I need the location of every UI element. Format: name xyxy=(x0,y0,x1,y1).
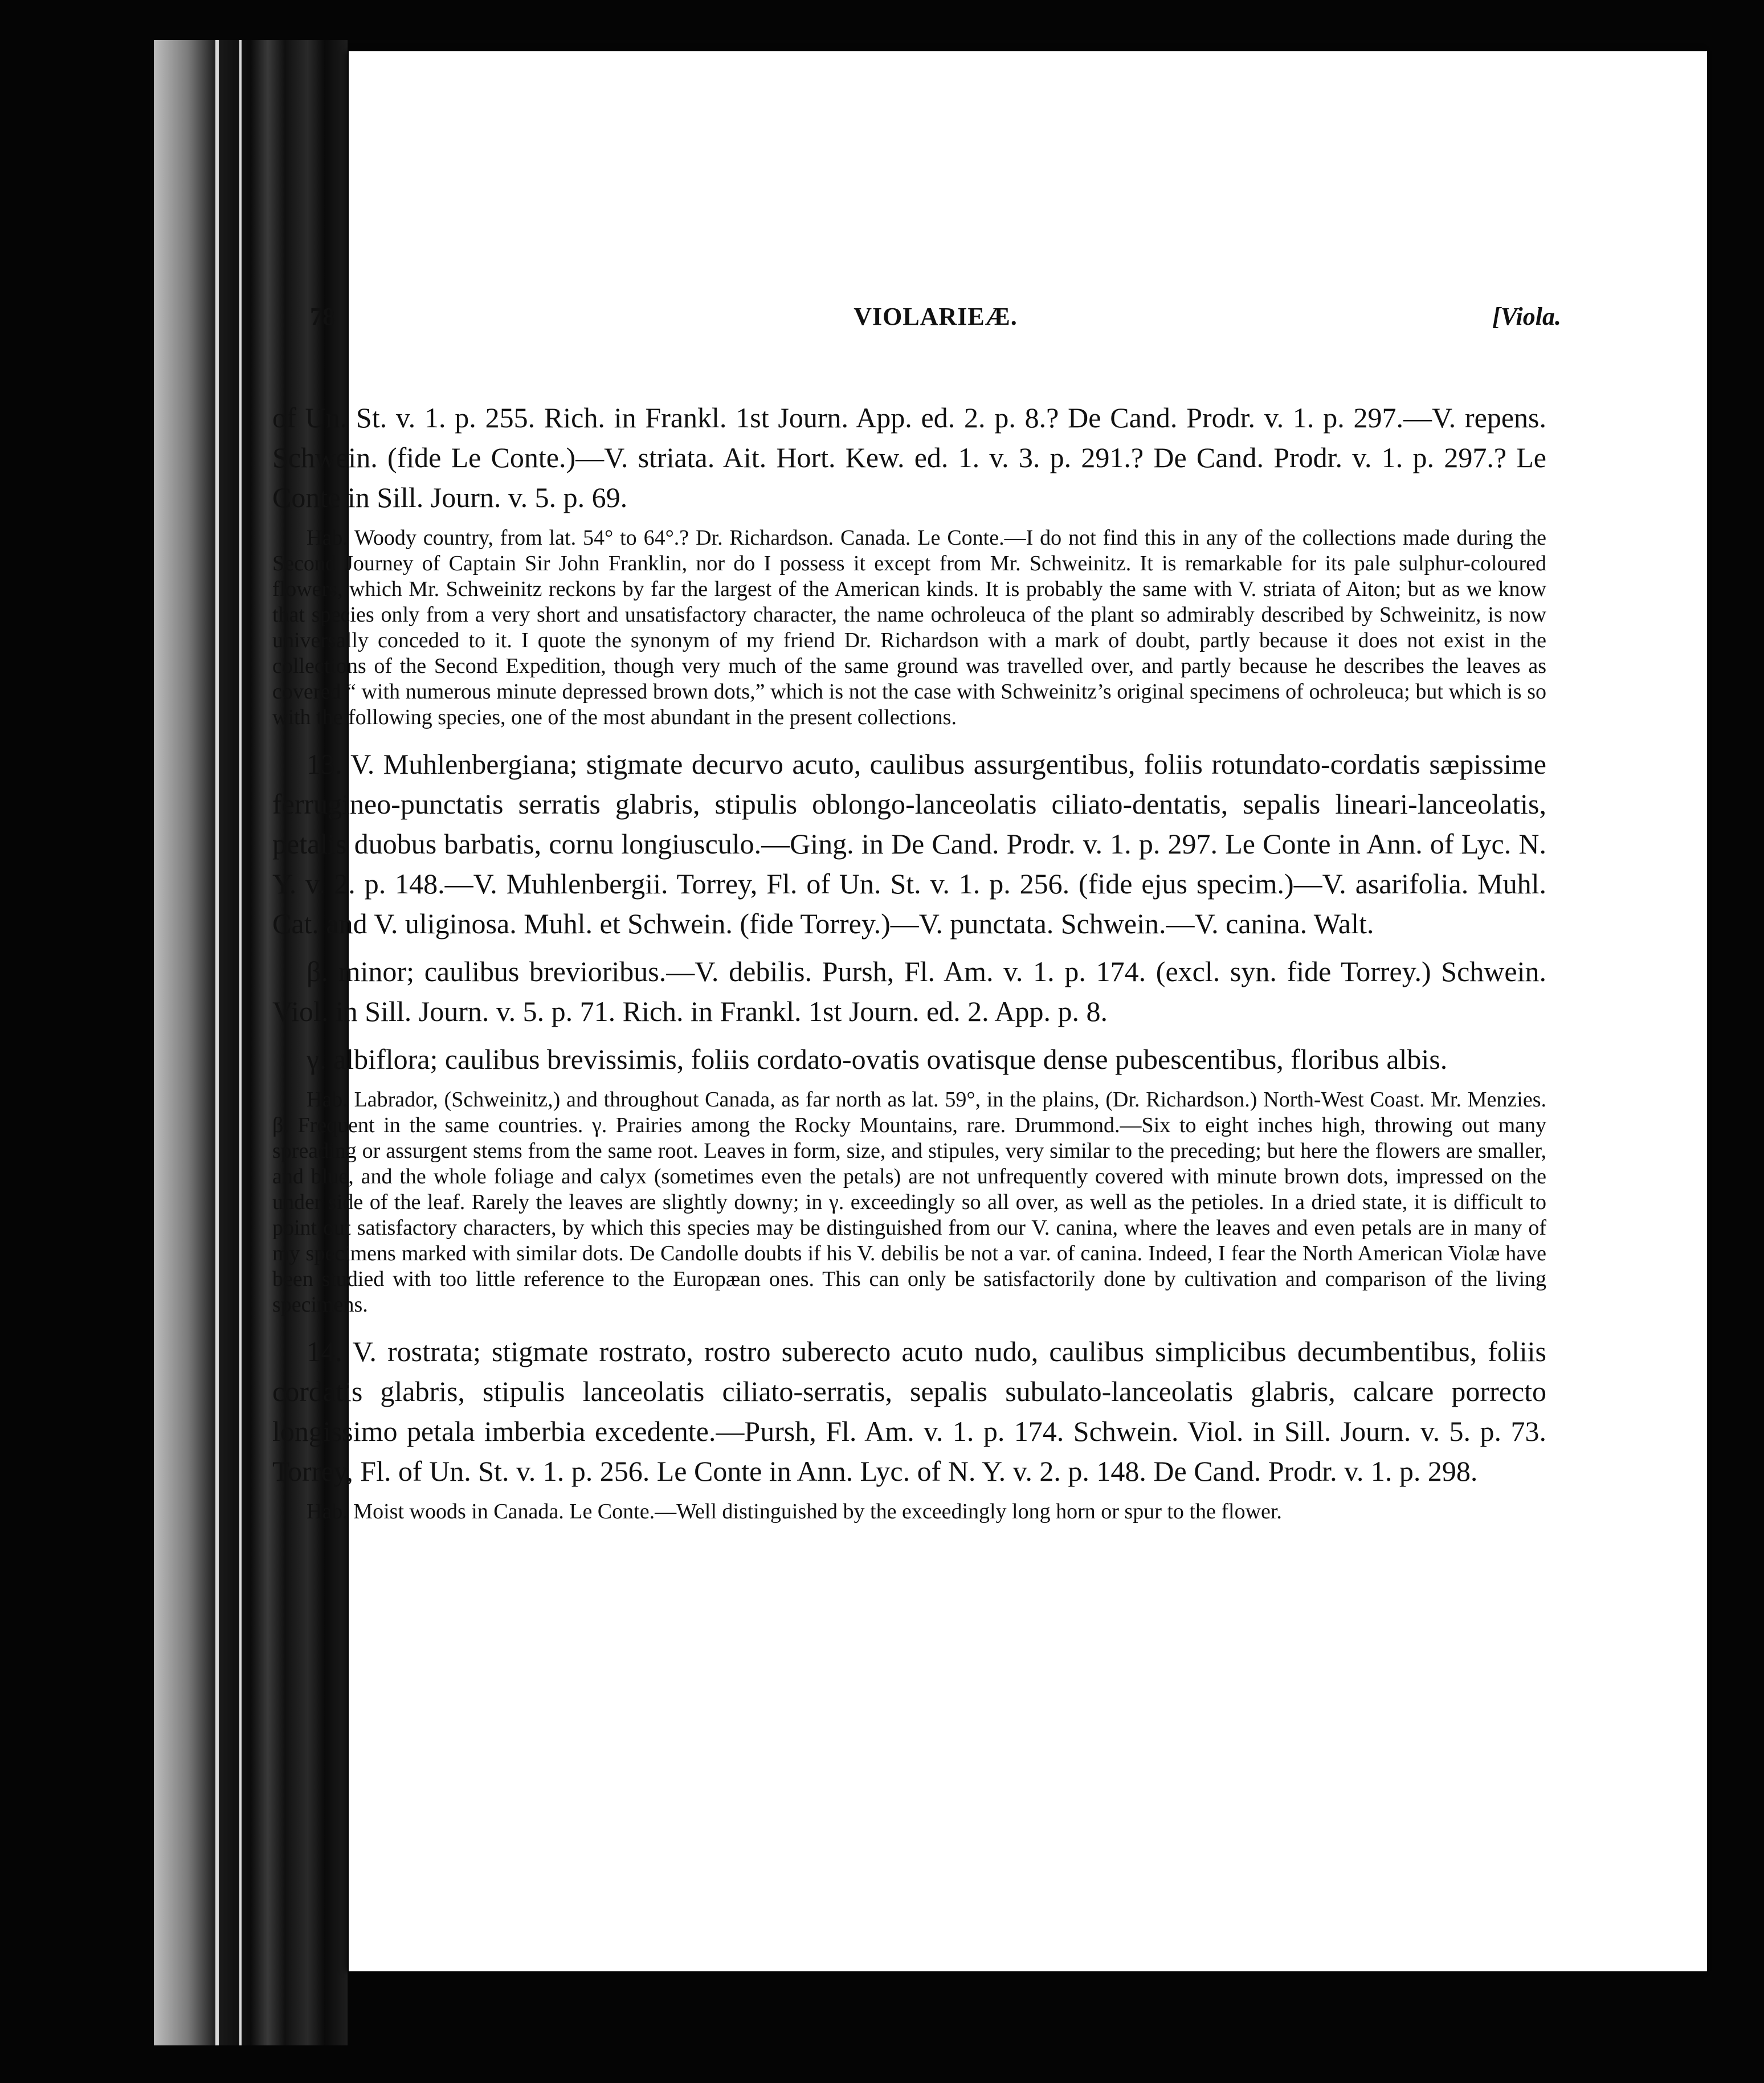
habitat-note: Hab. Labrador, (Schweinitz,) and throughout Canada, as far north as lat. 59°, in the plains, (Dr. Richardson.) North-West Coast. Mr. Menzies. β. Frequent in the same countries. γ. Prairies among the Rocky Mountains, rare. Drummond.—Six to eight inches high, throwing out many spreading or assurgent stems from the same root. Leaves in form, size, and stipules, very similar to the preceding; but here the flowers are smaller, and blue, and the whole foliage and calyx (sometimes even the petals) are not unfrequently covered with minute brown dots, impressed on the under side of the leaf. Rarely the leaves are slightly downy; in γ. exceedingly so all over, as well as the petioles. In a dried state, it is difficult to point out satisfactory characters, by which this species may be distinguished from our V. canina, where the leaves and even petals are in many of my specimens marked with similar dots. De Candolle doubts if his V. debilis be not a var. of canina. Indeed, I fear the North American Violæ have been studied with too little reference to the Europæan ones. This can only be satisfactorily done by cultivation and comparison of the living specimens. xyxy=(272,1088,1546,1317)
genus-heading: [Viola. xyxy=(1492,303,1561,330)
species-entry: 13. V. Muhlenbergiana; stigmate decurvo acuto, caulibus assurgentibus, foliis rotundato-cordatis sæpissime ferrugineo-punctatis serratis glabris, stipulis oblongo-lanceolatis ciliato-dentatis, sepalis lineari-lanceolatis, petalis duobus barbatis, cornu longiusculo.—Ging. in De Cand. Prodr. v. 1. p. 297. Le Conte in Ann. of Lyc. N. Y. v. 2. p. 148.—V. Muhlenbergii. Torrey, Fl. of Un. St. v. 1. p. 256. (fide ejus specim.)—V. asarifolia. Muhl. Cat. and V. uliginosa. Muhl. et Schwein. (fide Torrey.)—V. punctata. Schwein.—V. canina. Walt. xyxy=(272,748,1546,940)
synonymy-continued: of Un. St. v. 1. p. 255. Rich. in Frankl. 1st Journ. App. ed. 2. p. 8.? De Cand. Prodr. v. 1. p. 297.—V. repens. Schwein. (fide Le Conte.)—V. striata. Ait. Hort. Kew. ed. 1. v. 3. p. 291.? De Cand. Prodr. v. 1. p. 297.? Le Conte in Sill. Journ. v. 5. p. 69. xyxy=(272,402,1546,513)
variety-entry: β. minor; caulibus brevioribus.—V. debilis. Pursh, Fl. Am. v. 1. p. 174. (excl. syn. fide Torrey.) Schwein. Viol. in Sill. Journ. v. 5. p. 71. Rich. in Frankl. 1st Journ. ed. 2. App. p. 8. xyxy=(272,955,1546,1027)
running-header xyxy=(310,302,1561,348)
spine-highlight xyxy=(215,40,219,2045)
variety-entry: γ. albiflora; caulibus brevissimis, foliis cordato-ovatis ovatisque dense pubescentibus, floribus albis. xyxy=(307,1043,1448,1075)
habitat-note: Hab. Moist woods in Canada. Le Conte.—Well distinguished by the exceedingly long horn or spur to the flower. xyxy=(307,1500,1282,1524)
page-number: 78 xyxy=(310,303,335,330)
habitat-note: Hab. Woody country, from lat. 54° to 64°.? Dr. Richardson. Canada. Le Conte.—I do not find this in any of the collections made during the Second Journey of Captain Sir John Franklin, nor do I possess it except from Mr. Schweinitz. It is remarkable for its pale sulphur-coloured flowers, which Mr. Schweinitz reckons by far the largest of the American kinds. It is probably the same with V. striata of Aiton; but as we know that species only from a very short and unsatisfactory character, the name ochroleuca of the plant so admirably described by Schweinitz, is now universally conceded to it. I quote the synonym of my friend Dr. Richardson with a mark of doubt, partly because it does not exist in the collections of the Second Expedition, though very much of the same ground was travelled over, and partly because he describes the leaves as covered “ with numerous minute depressed brown dots,” which is not the case with Schweinitz’s original specimens of ochroleuca; but which is so with the following species, one of the most abundant in the present collections. xyxy=(272,526,1546,729)
running-title: VIOLARIEÆ. xyxy=(854,303,1018,330)
spine-highlight xyxy=(239,40,242,2045)
page-text xyxy=(272,398,1546,1538)
species-entry: 14. V. rostrata; stigmate rostrato, rostro suberecto acuto nudo, caulibus simplicibus decumbentibus, foliis cordatis glabris, stipulis lanceolatis ciliato-serratis, sepalis subulato-lanceolatis glabris, calcare porrecto longissimo petala imberbia excedente.—Pursh, Fl. Am. v. 1. p. 174. Schwein. Viol. in Sill. Journ. v. 5. p. 73. Torrey, Fl. of Un. St. v. 1. p. 256. Le Conte in Ann. Lyc. of N. Y. v. 2. p. 148. De Cand. Prodr. v. 1. p. 298. xyxy=(272,1335,1546,1487)
